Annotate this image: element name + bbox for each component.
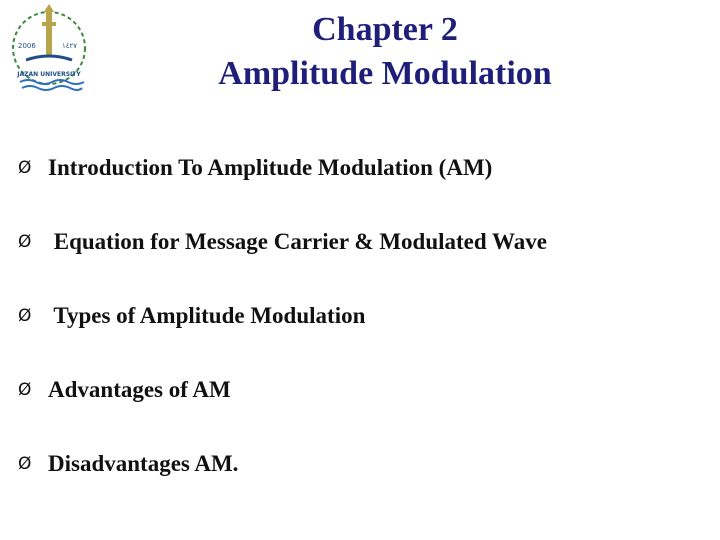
logo-year-right: ١٤٢٧ xyxy=(62,42,78,50)
bullet-label: Advantages of AM xyxy=(48,377,231,402)
bullet-item-advantages xyxy=(18,377,231,403)
bullet-label: Equation for Message Carrier & Modulated Wave xyxy=(48,229,547,254)
logo-year-left: 2006 xyxy=(18,42,36,50)
bullet-label: Disadvantages AM. xyxy=(48,451,239,476)
bullet-item-intro xyxy=(18,155,492,181)
bullet-label: Introduction To Amplitude Modulation (AM) xyxy=(48,155,493,180)
bullet-label: Types of Amplitude Modulation xyxy=(48,303,366,328)
bullet-item-types xyxy=(18,303,365,329)
arrow-bullet-icon: Ø xyxy=(18,158,32,178)
bullet-item-equation xyxy=(18,229,547,255)
title-line-2: Amplitude Modulation xyxy=(218,55,552,92)
arrow-bullet-icon: Ø xyxy=(18,232,32,252)
logo-university-name: JAZAN UNIVERSITY xyxy=(17,71,81,78)
arrow-bullet-icon: Ø xyxy=(18,306,32,326)
title-line-1: Chapter 2 xyxy=(312,11,458,48)
arrow-bullet-icon: Ø xyxy=(18,454,32,474)
bullet-item-disadvantages xyxy=(18,451,238,477)
arrow-bullet-icon: Ø xyxy=(18,380,32,400)
